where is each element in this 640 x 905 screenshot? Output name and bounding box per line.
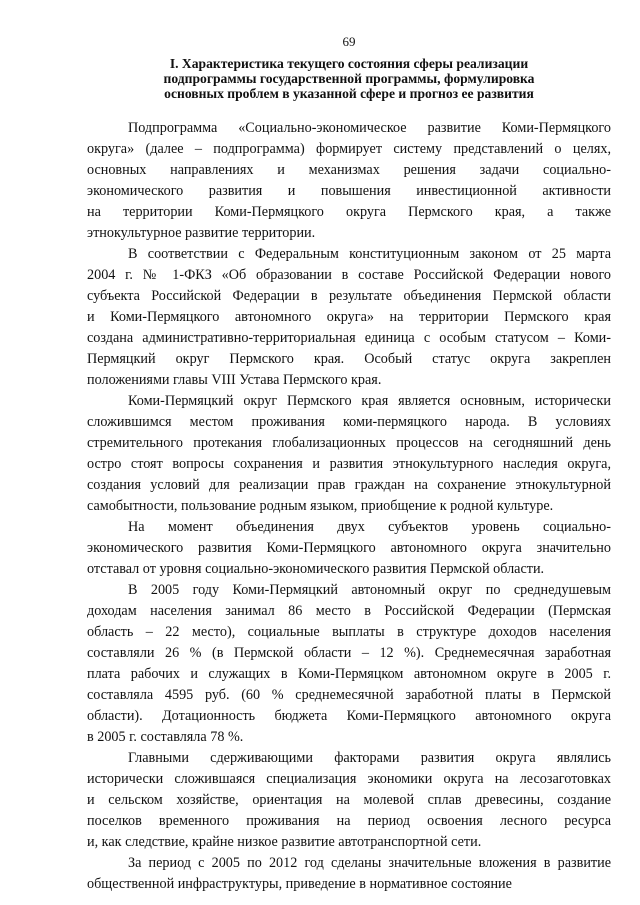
text-line: самобытности, пользование родным языком, приобщение к родной культуре. xyxy=(87,498,554,514)
text-line: субъекта Российской Федерации в результате объединения Пермской области xyxy=(87,288,611,304)
text-line: сложившимся местом проживания коми-пермяцкого народа. В условиях xyxy=(87,414,611,430)
text-line: составляла 4595 руб. (60 % среднемесячной заработной платы в Пермской xyxy=(87,687,611,703)
text-line: В соответствии с Федеральным конституционным законом от 25 марта xyxy=(128,246,611,262)
text-line: Подпрограмма «Социально-экономическое развитие Коми-Пермяцкого xyxy=(128,120,611,136)
text-line: и, как следствие, крайне низкое развитие автотранспортной сети. xyxy=(87,834,482,850)
paragraph xyxy=(87,580,611,748)
text-line: экономического развития Коми-Пермяцкого автономного округа значительно xyxy=(87,540,611,556)
text-line: Пермяцкий округ Пермского края. Особый статус округа закреплен xyxy=(87,351,611,367)
text-line: составляли 26 % (в Пермской области – 12 %). Среднемесячная заработная xyxy=(87,645,611,661)
text-line: Коми-Пермяцкий округ Пермского края является основным, исторически xyxy=(128,393,611,409)
text-line: плата рабочих и служащих в Коми-Пермяцком автономном округе в 2005 г. xyxy=(87,666,611,682)
text-line: положениями главы VIII Устава Пермского края. xyxy=(87,372,382,388)
text-line: округа» (далее – подпрограмма) формирует систему представлений о целях, xyxy=(87,141,611,157)
text-line: создания условий для реализации прав граждан на сохранение этнокультурной xyxy=(87,477,611,493)
paragraph xyxy=(87,244,611,391)
text-line: общественной инфраструктуры, приведение в нормативное состояние xyxy=(87,876,512,892)
text-line: область – 22 место), социальные выплаты в структуре доходов населения xyxy=(87,624,611,640)
text-line: и Коми-Пермяцкого автономного округа» на территории Пермского края xyxy=(87,309,611,325)
text-line: создана административно-территориальная единица с особым статусом – Коми- xyxy=(87,330,611,346)
text-line: исторически сложившаяся специализация экономики округа на лесозаготовках xyxy=(87,771,611,787)
body-text xyxy=(87,118,611,895)
text-line: В 2005 году Коми-Пермяцкий автономный округ по среднедушевым xyxy=(128,582,611,598)
text-line: На момент объединения двух субъектов уровень социально- xyxy=(128,519,611,535)
text-line: доходам населения занимал 86 место в Российской Федерации (Пермская xyxy=(87,603,611,619)
paragraph xyxy=(87,118,611,244)
text-line: стремительного протекания глобализационных процессов на сегодняшний день xyxy=(87,435,611,451)
text-line: отставал от уровня социально-экономического развития Пермской области. xyxy=(87,561,545,577)
text-line: остро стоят вопросы сохранения и развития этнокультурного наследия округа, xyxy=(87,456,611,472)
text-line: в 2005 г. составляла 78 %. xyxy=(87,729,244,745)
text-line: поселков временного проживания на период освоения лесного ресурса xyxy=(87,813,611,829)
text-line: 2004 г. № 1-ФКЗ «Об образовании в составе Российской Федерации нового xyxy=(87,267,611,283)
text-line: и сельском хозяйстве, ориентация на молевой сплав древесины, создание xyxy=(87,792,611,808)
text-line: этнокультурное развитие территории. xyxy=(87,225,316,241)
heading-line: основных проблем в указанной сфере и прогноз ее развития xyxy=(164,86,534,101)
text-line: области). Дотационность бюджета Коми-Пермяцкого автономного округа xyxy=(87,708,611,724)
text-line: экономического развития и повышения инвестиционной активности xyxy=(87,183,611,199)
section-heading xyxy=(87,56,611,101)
heading-line: подпрограммы государственной программы, формулировка xyxy=(163,71,535,86)
paragraph xyxy=(87,517,611,580)
page-number: 69 xyxy=(342,34,356,49)
paragraph xyxy=(87,853,611,895)
paragraph xyxy=(87,748,611,853)
text-line: на территории Коми-Пермяцкого округа Пермского края, а также xyxy=(87,204,611,220)
text-line: За период с 2005 по 2012 год сделаны значительные вложения в развитие xyxy=(128,855,611,871)
heading-line: I. Характеристика текущего состояния сферы реализации xyxy=(169,56,529,71)
text-line: Главными сдерживающими факторами развития округа являлись xyxy=(128,750,611,766)
paragraph xyxy=(87,391,611,517)
text-line: основных направлениях и механизмах решения задачи социально- xyxy=(87,162,611,178)
